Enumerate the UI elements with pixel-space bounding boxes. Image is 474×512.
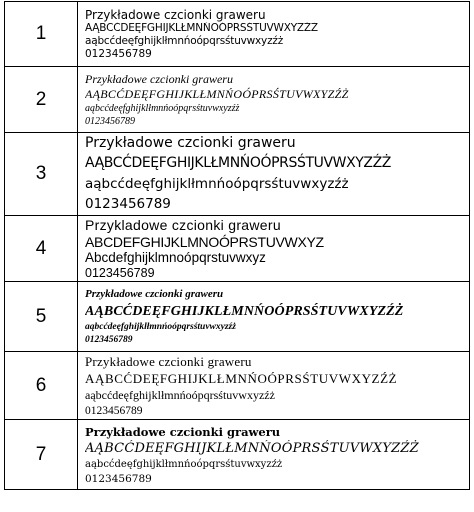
sample-uppercase: AĄBCĆDEĘFGHIJKLŁMNŃOÓPRSŚTUVWXYZŹŻ [85, 303, 404, 319]
font-number: 1 [5, 2, 78, 67]
font-number: 3 [5, 133, 78, 216]
sample-title: Przykładowe czcionki graweru [85, 353, 252, 369]
sample-title: Przykładowe czcionki graweru [85, 287, 224, 300]
table-row [5, 133, 470, 216]
font-sample-cell [78, 133, 470, 216]
font-number: 6 [5, 352, 78, 420]
sample-lowercase: Abcdefghijklmnoópqrstuvwxyz [85, 249, 266, 265]
sample-digits: 0123456789 [85, 115, 135, 127]
sample-lowercase: aąbcćdeęfghijklłmnńoópqrsśtuvwxyzźż [85, 34, 284, 47]
font-sample-cell [78, 67, 470, 133]
sample-lowercase: aąbcćdeęfghijklłmnńoópqrsśtuvwxyzźż [85, 176, 349, 192]
font-number: 7 [5, 420, 78, 490]
sample-digits: 0123456789 [85, 334, 133, 345]
sample-digits: 0123456789 [85, 404, 143, 417]
sample-title: Przykładowe czcionki graweru [85, 71, 233, 86]
sample-title: Przykładowe czcionki graweru [85, 7, 266, 22]
sample-uppercase: ABCDEFGHIJKLMNOÓPRSTUVWXYZ [85, 233, 324, 250]
sample-digits: 0123456789 [85, 196, 171, 212]
sample-uppercase: AĄBCĆDEĘFGHIJKLŁMNŃOÓPRSŚTUVWXYZŹŻ [85, 370, 398, 386]
font-sample-cell [78, 420, 470, 490]
sample-uppercase: AĄBCĆDEĘFGHIJKLŁMNŃOÓPRSŚTUVWXYZŹŻ [85, 440, 419, 456]
sample-lowercase: aąbcćdeęfghijklłmnńoópqrsśtuvwxyzźż [85, 387, 275, 402]
font-number: 5 [5, 282, 78, 352]
sample-uppercase: AĄBCĆDEĘFGHIJKLŁMNŃOÓPRSŚTUVWXYZŹŻ [85, 21, 318, 34]
font-sample-cell [78, 2, 470, 67]
sample-title: Przykladowe czcionki graweru [85, 216, 281, 233]
sample-title: Przykładowe czcionki graweru [85, 135, 296, 151]
table-row [5, 282, 470, 352]
font-samples-table [4, 1, 470, 490]
font-number: 2 [5, 67, 78, 133]
sample-lowercase: aąbcćdeęfghijklłmnńoópqrsśtuvwxyzźż [85, 102, 240, 114]
sample-uppercase: AĄBCĆDEĘFGHIJKLŁMNŃOÓPRSŚTUVWXYZŹŻ [85, 155, 392, 171]
font-sample-cell [78, 352, 470, 420]
table-row [5, 2, 470, 67]
sample-digits: 0123456789 [85, 47, 152, 60]
sample-uppercase: AĄBCĆDEĘFGHIJKLŁMNŃOÓPRSŚTUVWXYZŹŻ [85, 86, 349, 101]
table-row [5, 420, 470, 490]
table-row [5, 352, 470, 420]
table-row [5, 216, 470, 282]
font-sample-cell [78, 282, 470, 352]
sample-digits: 0123456789 [85, 472, 152, 485]
sample-lowercase: aąbcćdeęfghijklłmnńoópqrsśtuvwxyzźż [85, 458, 283, 470]
font-number: 4 [5, 216, 78, 282]
font-sample-cell [78, 216, 470, 282]
sample-lowercase: aąbcćdeęfghijklłmnńoópqrsśtuvwxyzźż [85, 321, 236, 332]
sample-digits: 0123456789 [85, 265, 155, 280]
table-row [5, 67, 470, 133]
sample-title: Przykładowe czcionki graweru [85, 424, 281, 439]
